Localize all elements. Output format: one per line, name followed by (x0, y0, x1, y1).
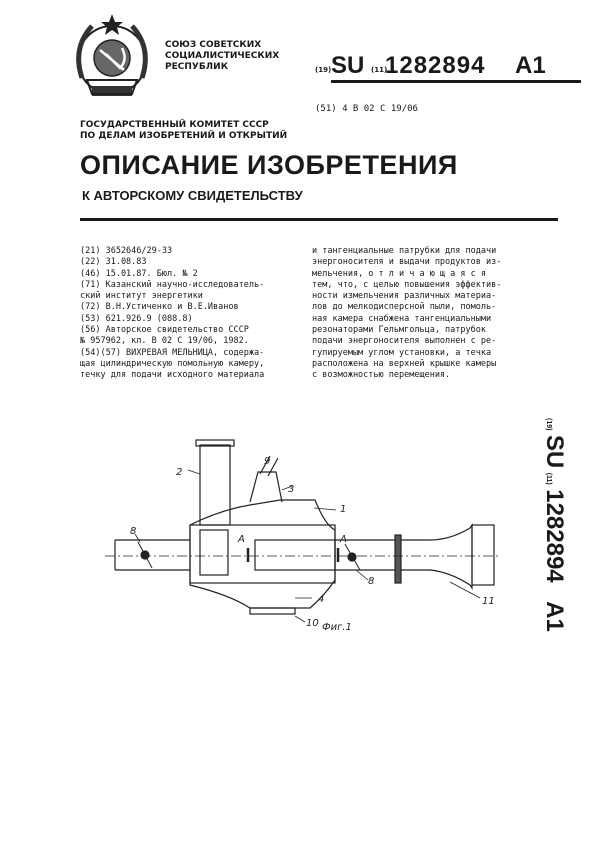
number-underline (331, 80, 581, 83)
org-line: РЕСПУБЛИК (165, 62, 229, 72)
claim-line: энергоносителя и выдачи продуктов из- (312, 257, 502, 268)
org-line: СОЮЗ СОВЕТСКИХ (165, 40, 262, 50)
label-8-left: 8 (130, 526, 137, 537)
claim-line: с возможностью перемещения. (312, 370, 451, 381)
document-kind: A1 (515, 52, 546, 79)
ussr-emblem (62, 8, 162, 108)
biblio-line: (72) В.Н.Устиченко и В.Е.Иванов (80, 302, 239, 313)
committee-block (80, 120, 287, 142)
biblio-line: (46) 15.01.87. Бюл. № 2 (80, 268, 198, 279)
claim-line: расположена на верхней крышке камеры (312, 358, 497, 369)
biblio-line: № 957962, кл. B 02 C 19/06, 1982. (80, 336, 249, 347)
document-title: ОПИСАНИЕ ИЗОБРЕТЕНИЯ (80, 150, 458, 180)
biblio-line: (53) 621.926.9 (088.8) (80, 313, 193, 324)
label-4: 4 (318, 594, 325, 605)
label-3: 3 (288, 484, 295, 495)
bibliographic-data (80, 246, 305, 382)
claim-line: ности измельчения различных материа- (312, 291, 497, 302)
claim-line: тем, что, с целью повышения эффектив- (312, 279, 502, 290)
code-11: (11) (371, 66, 388, 74)
org-line: СОЦИАЛИСТИЧЕСКИХ (165, 51, 280, 61)
patent-number: 1282894 (385, 52, 486, 79)
biblio-line: (71) Казанский научно-исследователь- (80, 279, 265, 290)
claim-line: лов до мелкодисперсной пыли, помоль- (312, 302, 497, 313)
committee-line: ПО ДЕЛАМ ИЗОБРЕТЕНИЙ И ОТКРЫТИЙ (80, 131, 288, 141)
section-a-left: A (238, 534, 245, 545)
issuing-country-block (165, 40, 285, 73)
biblio-line: течку для подачи исходного материала (80, 370, 265, 381)
claim-line: подачи энергоносителя выполнен с ре- (312, 336, 497, 347)
claim-text (312, 246, 562, 382)
label-10: 10 (306, 618, 319, 629)
claim-line: ная камера снабжена тангенциальными (312, 313, 492, 324)
committee-line: ГОСУДАРСТВЕННЫЙ КОМИТЕТ СССР (80, 120, 269, 130)
biblio-line: ский институт энергетики (80, 291, 203, 302)
side-number: 1282894 (541, 489, 568, 583)
side-code-11: (11) (545, 472, 552, 485)
country-code: SU (331, 52, 365, 79)
ipc-classification: (51) 4 B 02 C 19/06 (315, 104, 418, 114)
label-9: 9 (264, 456, 271, 467)
figure-caption: Фиг.1 (322, 622, 352, 633)
section-a-right: A (340, 534, 347, 545)
claim-line: мельчения, о т л и ч а ю щ а я с я (312, 268, 486, 279)
side-country: SU (541, 434, 568, 469)
side-patent-number (541, 418, 588, 678)
title-divider (80, 218, 558, 221)
side-code-19: (19) (545, 418, 552, 431)
biblio-line: (54)(57) ВИХРЕВАЯ МЕЛЬНИЦА, содержа- (80, 347, 265, 358)
biblio-line: щая цилиндрическую помольную камеру, (80, 358, 265, 369)
claim-line: и тангенциальные патрубки для подачи (312, 246, 497, 256)
biblio-line: (56) Авторское свидетельство СССР (80, 325, 249, 336)
claim-line: резонаторами Гельмгольца, патрубок (312, 325, 486, 336)
patent-number-block (315, 52, 600, 82)
document-subtitle: К АВТОРСКОМУ СВИДЕТЕЛЬСТВУ (82, 188, 303, 203)
side-kind: A1 (541, 601, 568, 632)
label-11: 11 (482, 596, 495, 607)
label-8-right: 8 (368, 576, 375, 587)
biblio-line: (22) 31.08.83 (80, 257, 147, 268)
label-1: 1 (340, 504, 347, 515)
label-2: 2 (176, 467, 183, 478)
figure-1 (100, 430, 520, 650)
biblio-line: (21) 3652646/29-33 (80, 246, 173, 256)
claim-line: гулируемым углом установки, а течка (312, 347, 492, 358)
code-19: (19) (315, 66, 332, 74)
